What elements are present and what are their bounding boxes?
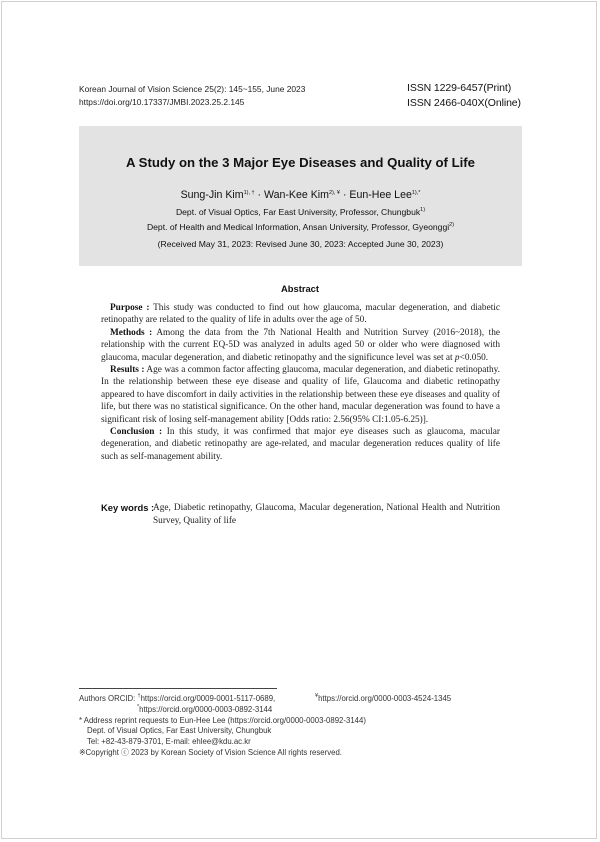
abstract-body bbox=[101, 302, 500, 463]
orcid-3-mark: * bbox=[137, 703, 140, 710]
results-label: Results : bbox=[110, 365, 145, 376]
conclusion-label: Conclusion : bbox=[110, 427, 163, 438]
reprint-request: * Address reprint requests to Eun-Hee Lee (https://orcid.org/0000-0003-0892-3144) bbox=[79, 715, 366, 725]
affiliation-1-text: Dept. of Visual Optics, Far East University, Professor, Chungbuk bbox=[175, 207, 421, 217]
received-dates: (Received May 31, 2023: Revised June 30, 2023: Accepted June 30, 2023) bbox=[157, 239, 444, 249]
affiliation-2-mark: 2) bbox=[449, 222, 455, 228]
title-box bbox=[79, 126, 522, 266]
keywords-text: Age, Diabetic retinopathy, Glaucoma, Macular degeneration, National Health and Nutrition Survey, Quality of life bbox=[153, 503, 500, 526]
author-3: Eun-Hee Lee bbox=[349, 189, 412, 201]
author-2: Wan-Kee Kim bbox=[264, 189, 329, 201]
purpose-label: Purpose : bbox=[110, 303, 150, 313]
footnotes bbox=[79, 694, 529, 759]
abstract-heading: Abstract bbox=[280, 283, 320, 294]
keywords-block bbox=[101, 502, 500, 527]
corresponding-contact: Tel: +82-43-879-3701, E-mail: ehlee@kdu.ac.kr bbox=[87, 737, 251, 747]
orcid-2-mark: ¥ bbox=[315, 693, 319, 699]
issn-block bbox=[407, 81, 521, 111]
corresponding-dept: Dept. of Visual Optics, Far East University, Chungbuk bbox=[87, 726, 272, 736]
methods-text: Among the data from the 7th National Health and Nutrition Survey (2016~2018), the relationship with the current EQ-5D was analyzed in adults aged 50 or older who were diagnosed with glaucoma, macular degeneration, and diabetic retinopathy and the significunce level was set at bbox=[101, 327, 500, 363]
orcid-2-link[interactable]: https://orcid.org/0000-0003-4524-1345 bbox=[318, 694, 452, 703]
methods-label: Methods : bbox=[110, 327, 153, 338]
abstract-purpose bbox=[101, 302, 500, 327]
author-1-mark: 1), † bbox=[243, 190, 255, 196]
orcid-3-link[interactable]: https://orcid.org/0000-0003-0892-3144 bbox=[139, 704, 273, 714]
footnote-divider bbox=[79, 688, 277, 689]
affiliation-1-mark: 1) bbox=[420, 207, 426, 213]
issn-print: ISSN 1229-6457(Print) bbox=[407, 82, 512, 94]
orcid-1-mark: † bbox=[137, 693, 141, 699]
affiliation-2 bbox=[79, 222, 522, 232]
author-1: Sung-Jin Kim bbox=[180, 189, 244, 201]
keywords-label: Key words : bbox=[101, 502, 155, 513]
author-3-mark: 1),* bbox=[411, 190, 421, 196]
orcid-label: Authors ORCID: bbox=[79, 694, 138, 703]
results-text: Age was a common factor affecting glaucoma, macular degeneration, and diabetic retinopathy. In the relationship between these eye disease and quality of life, Glaucoma and diabetic retinopathy appeared to have discomfort in daily activities in the relationship between these eye diseases and quality of life, but there was no statistical significance. On the other hand, macular degeneration was found to have a significant risk of losing self-management ability [Odds ratio: 2.56(95% CI:1.05-6.25)]. bbox=[101, 365, 500, 425]
author-2-mark: 2), ¥ bbox=[328, 190, 340, 196]
methods-threshold: <0.050. bbox=[459, 352, 489, 363]
orcid-line-1 bbox=[79, 694, 529, 705]
abstract-results bbox=[101, 364, 500, 426]
paper-title: A Study on the 3 Major Eye Diseases and Quality of Life bbox=[125, 155, 476, 170]
orcid-line-2 bbox=[79, 705, 529, 716]
affiliation-1 bbox=[79, 207, 522, 217]
abstract-methods bbox=[101, 327, 500, 364]
orcid-2 bbox=[315, 694, 451, 705]
purpose-text: This study was conducted to find out how glaucoma, macular degeneration, and diabetic retinopathy are related to the quality of life in adults over the age of 50. bbox=[101, 303, 500, 326]
author-list bbox=[79, 189, 522, 201]
journal-header bbox=[79, 83, 305, 109]
affiliation-2-text: Dept. of Health and Medical Information, Ansan University, Professor, Gyeonggi bbox=[146, 222, 450, 232]
author-separator: · bbox=[340, 189, 350, 201]
abstract-conclusion bbox=[101, 426, 500, 463]
journal-citation: Korean Journal of Vision Science 25(2): 145~155, June 2023 bbox=[79, 84, 306, 94]
methods-p-symbol: p bbox=[454, 352, 460, 363]
conclusion-text: In this study, it was confirmed that major eye diseases such as glaucoma, macular degeneration, and diabetic retinopathy are age-related, and macular degeneration reduces quality of life such as self-management ability. bbox=[101, 427, 500, 462]
author-separator: · bbox=[254, 189, 265, 201]
copyright-notice: ※Copyright ⓒ 2023 by Korean Society of Vision Science All rights reserved. bbox=[79, 747, 342, 757]
issn-online: ISSN 2466-040X(Online) bbox=[407, 97, 521, 109]
orcid-1-link[interactable]: https://orcid.org/0009-0001-5117-0689, bbox=[140, 694, 276, 703]
doi-link[interactable]: https://doi.org/10.17337/JMBI.2023.25.2.145 bbox=[79, 97, 245, 107]
